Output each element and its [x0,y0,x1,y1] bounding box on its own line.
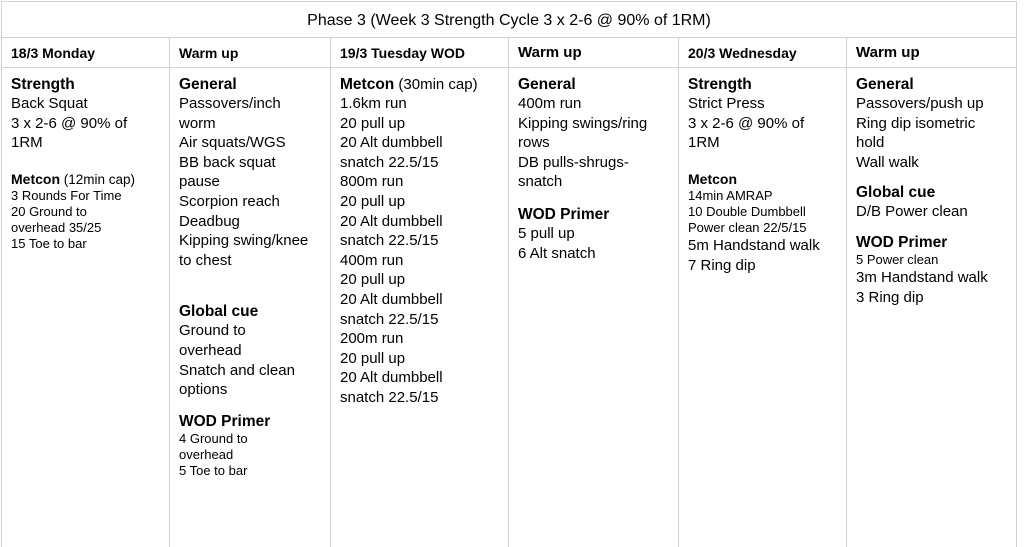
text-line: options [179,381,228,399]
text-line: 7 Ring dip [688,256,756,274]
text-line: Power clean 22/5/15 [688,220,807,236]
label-note: (30min cap) [394,76,478,93]
column-header: 20/3 Wednesday [679,38,846,68]
text-line: Kipping swings/ring [518,114,648,132]
text-line: 5 Toe to bar [179,463,248,479]
text-line: Scorpion reach [179,192,280,210]
text-line: 400m run [518,95,582,112]
text-line: 400m run [340,251,404,269]
column-body [509,68,678,263]
section-label: Global cue [856,184,936,202]
text-line: pause [179,173,220,191]
text-line: 5 pull up [518,224,575,242]
text-line: snatch 22.5/15 [340,153,439,171]
text-line: 1RM [688,134,720,152]
section-label: General [518,76,576,93]
section-label: Metcon [688,170,737,187]
text-line: 3 Ring dip [856,288,924,306]
text-line: 20 Ground to [11,203,87,219]
text-line: Wall walk [856,153,919,171]
text-line: 20 Alt dumbbell [340,369,443,387]
section-label: WOD Primer [518,205,610,223]
text-line: BB back squat [179,153,276,171]
text-line: DB pulls-shrugs- [518,153,629,171]
section-label: Strength [688,76,752,93]
column-header: Warm up [170,38,330,68]
column-body [2,68,169,253]
text-line: Ring dip isometric [856,114,976,132]
column-warmup-monday [170,38,331,547]
column-monday [1,38,170,547]
text-line: 3 x 2-6 @ 90% of [11,114,128,132]
text-line: to chest [179,251,232,269]
column-warmup-tuesday [509,38,679,547]
column-body [847,68,1016,307]
text-line: 10 Double Dumbbell [688,203,806,219]
text-line: 3 Rounds For Time [11,187,122,203]
section-label: General [856,76,914,93]
text-line: Air squats/WGS [179,134,286,152]
text-line: 20 pull up [340,114,406,132]
column-body [170,68,330,479]
text-line: D/B Power clean [856,203,968,221]
text-line: overhead 35/25 [11,220,102,236]
text-line: 15 Toe to bar [11,236,87,252]
column-tuesday [331,38,509,547]
text-line: 20 Alt dumbbell [340,290,443,308]
text-line: 4 Ground to [179,430,248,446]
text-line: Kipping swing/knee [179,232,309,250]
label-text: Metcon [11,170,60,187]
section-label [11,171,161,188]
section-label: WOD Primer [179,412,271,430]
column-wednesday [679,38,847,547]
text-line: 20 Alt dumbbell [340,212,443,230]
section-label [340,75,500,94]
text-line: 14min AMRAP [688,187,773,203]
column-body [331,68,508,408]
table-title: Phase 3 (Week 3 Strength Cycle 3 x 2-6 @ 90% of 1RM) [1,1,1017,38]
column-header: 18/3 Monday [2,38,169,68]
text-line: Passovers/inch [179,95,281,112]
text-line: snatch 22.5/15 [340,388,439,406]
text-line: Ground to [179,322,246,340]
text-line: 200m run [340,330,404,348]
text-line: 5 Power clean [856,251,939,267]
text-line: snatch 22.5/15 [340,232,439,250]
label-text: Metcon [340,76,395,93]
section-label: General [179,76,237,93]
text-line: 1.6km run [340,95,407,112]
text-line: Deadbug [179,212,240,230]
column-warmup-wednesday [847,38,1017,547]
text-line: 800m run [340,173,404,191]
text-line: snatch 22.5/15 [340,310,439,328]
text-line: 20 pull up [340,192,406,210]
text-line: 3 x 2-6 @ 90% of [688,114,805,132]
text-line: worm [179,114,216,132]
text-line: 3m Handstand walk [856,269,988,287]
text-line: 20 pull up [340,271,406,289]
column-header: Warm up [509,38,678,68]
column-header: 19/3 Tuesday WOD [331,38,508,68]
text-line: 20 pull up [340,349,406,367]
text-line: 5m Handstand walk [688,237,820,255]
text-line: Back Squat [11,95,88,112]
text-line: overhead [179,341,242,359]
text-line: 6 Alt snatch [518,244,596,262]
text-line: Strict Press [688,95,765,112]
text-line: 1RM [11,134,43,152]
text-line: hold [856,134,885,152]
section-label: Global cue [179,303,259,321]
text-line: 20 Alt dumbbell [340,134,443,152]
text-line: overhead [179,446,234,462]
section-label: Strength [11,76,75,93]
section-label: WOD Primer [856,233,948,251]
column-body [679,68,846,276]
text-line: Snatch and clean [179,361,295,379]
label-note: (12min cap) [60,171,136,187]
text-line: snatch [518,173,563,191]
column-header: Warm up [847,38,1016,68]
text-line: Passovers/push up [856,95,984,112]
text-line: rows [518,134,550,152]
